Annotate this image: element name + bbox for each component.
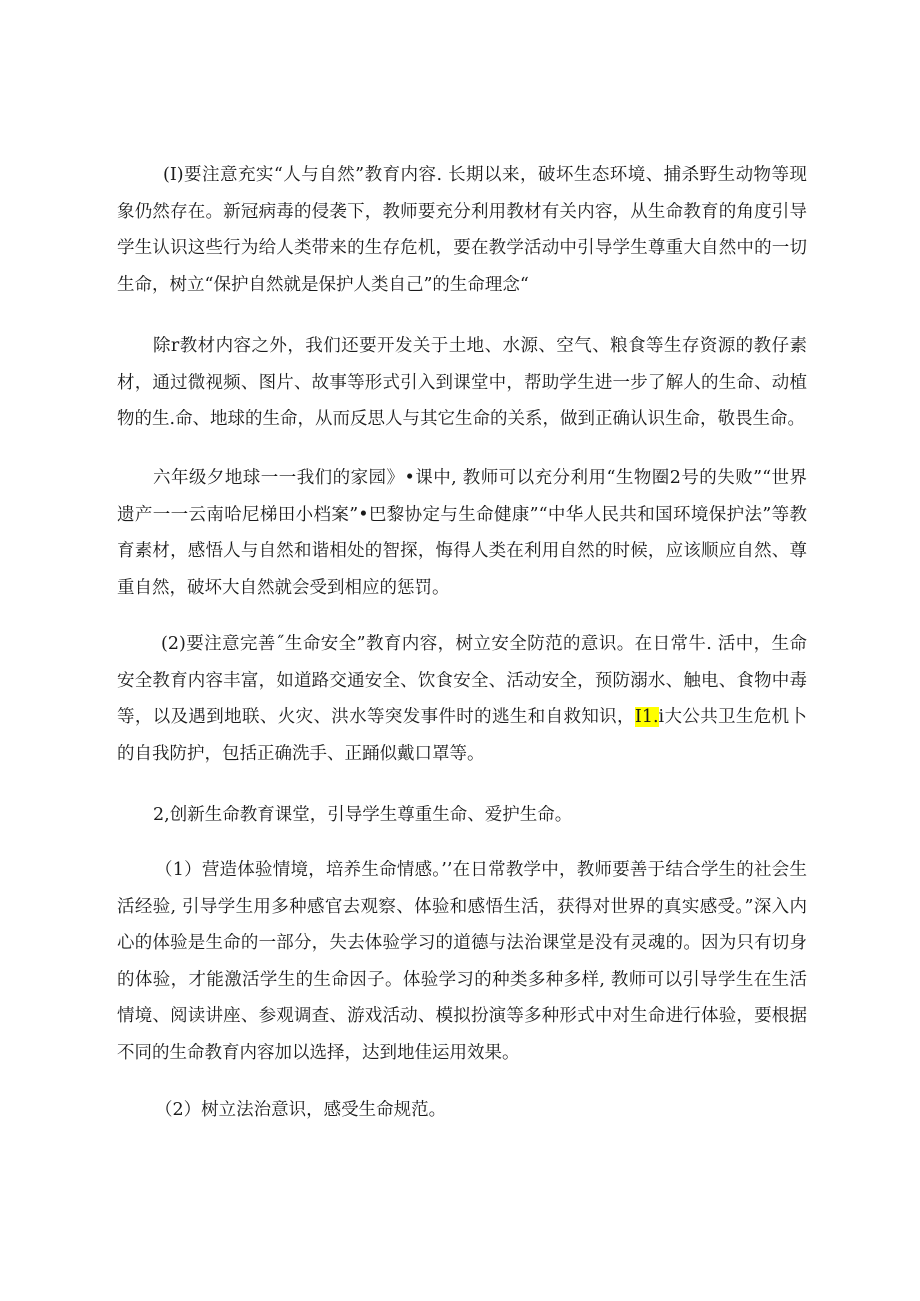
paragraph-nature-education: (I)要注意充实“人与自然”教育内容. 长期以来，破坏生态环境、捕杀野生动物等现象仍然存在。新冠病毒的侵袭下，教师要充分利用教材有关内容，从生命教育的角度引导学生认识这些行为给人类带来的生存危机，要在教学活动中引导学生尊重大自然中的一切生命，树立“保护自然就是保护人类自己”的生命理念“ [117,165,807,295]
paragraph-experience-situation: （1）营造体验情境，培养生命情感。’’在日常教学中，教师要善于结合学生的社会生活经验, 引导学生用多种感官去观察、体验和感悟生活，获得对世界的真实感受。”深入内心的体验是生命的一部分，失去体验学习的道德与法治课堂是没有灵魂的。因为只有切身的体验，才能激活学生的生命因子。体验学习的种类多种多样, 教师可以引导学生在生活情境、阅读讲座、参观调查、游戏活动、模拟扮演等多种形式中对生命进行体验，要根据不同的生命教育内容加以选择，达到地佳运用效果。 [117,860,807,1063]
paragraph-grade-six-lesson: 六年级夕地球一一我们的家园》•课中, 教师可以充分利用“生物圈2号的失败”“世界遗产一一云南哈尼梯田小档案”•巴黎协定与生命健康”“中华人民共和国环境保护法”等教育素材，感悟人与自然和谐相处的智探，悔得人类在利用自然的时候，应该顺应自然、尊重自然，破坏大自然就会受到相应的惩罚。 [117,468,807,598]
paragraph-life-safety-text-b: i大公共卫生危机卜的自我防护，包括正确洗手、正踊似戴口罩等。 [117,707,807,764]
paragraph-life-safety-text-a: (2)要注意完善˝生命安全”教育内容，树立安全防范的意识。在日常牛. 活中，生命安全教育内容丰富，如道路交通安全、饮食安全、活动安全，预防溺水、触电、食物中毒等，以及遇到地联、火灾、洪水等突发事件时的逃生和自救知识， [117,634,807,727]
highlighted-text: I1. [634,707,659,727]
subheading-rule-of-law: （2）树立法治意识，感受生命规范。 [155,1100,447,1120]
section-heading-innovate-classroom: 2,创新生命教育课堂，引导学生尊重生命、爱护生命。 [153,805,573,825]
paragraph-life-safety [117,626,807,772]
paragraph-teaching-materials: 除r教材内容之外，我们还要开发关于土地、水源、空气、粮食等生存资源的教仔素材，通过微视频、图片、故事等形式引入到课堂中，帮助学生进一步了解人的生命、动植物的生.命、地球的生命，从而反思人与其它生命的关系，做到正确认识生命，敬畏生命。 [117,336,807,429]
